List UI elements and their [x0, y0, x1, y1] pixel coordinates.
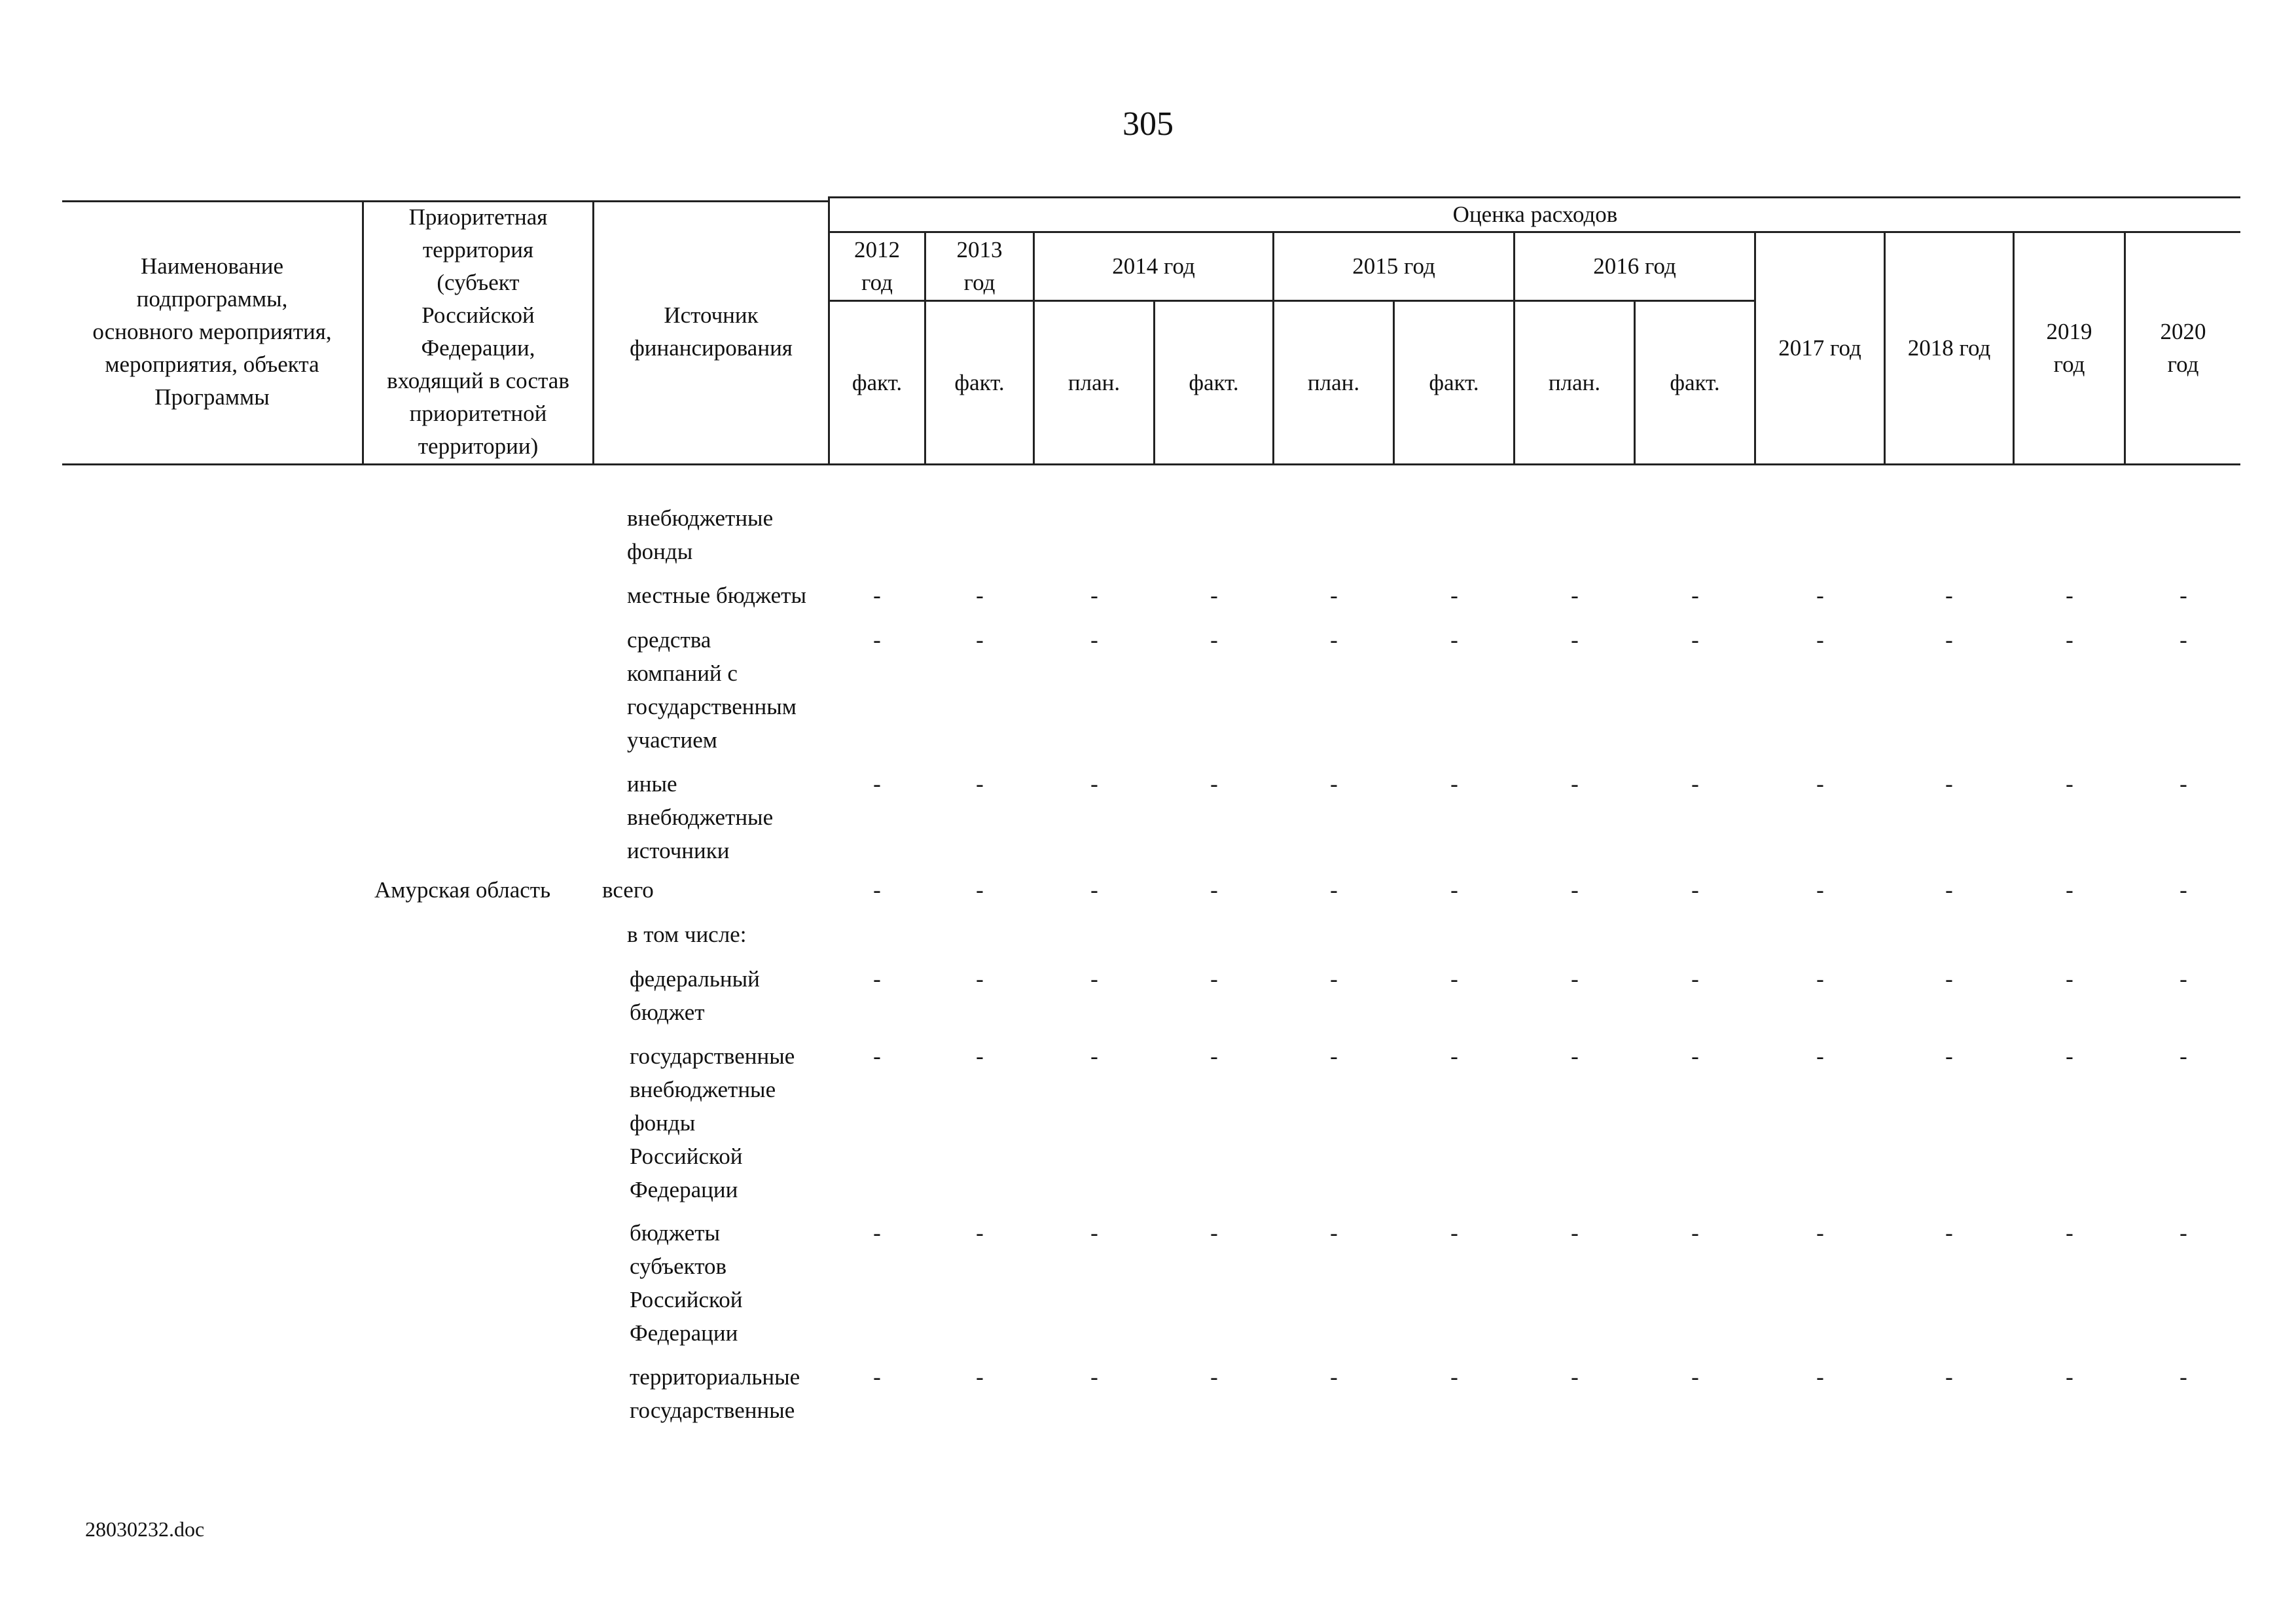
header-text-line: приоритетной: [409, 401, 547, 426]
header-text-line: 2017 год: [1778, 335, 1861, 361]
value-cell: -: [1571, 771, 1579, 797]
value-cell: -: [2179, 966, 2187, 992]
header-text-line: год: [861, 270, 893, 295]
value-cell: -: [1945, 583, 1953, 608]
header-sub-2016-fact: [1636, 302, 1754, 463]
header-text-line: год: [2053, 352, 2085, 377]
header-text-line: 2016 год: [1593, 253, 1676, 279]
value-cell: -: [1090, 1043, 1098, 1069]
header-year-2014: [1035, 233, 1272, 300]
header-year-2018: [1886, 233, 2013, 463]
value-cell: -: [1210, 966, 1218, 992]
footer-file-name: 28030232.doc: [85, 1517, 205, 1541]
header-text-line: основного мероприятия,: [92, 319, 332, 344]
header-year-2016: [1515, 233, 1754, 300]
header-text-line: план.: [1307, 369, 1360, 395]
value-cell: -: [1691, 1364, 1699, 1390]
value-cell: -: [1816, 627, 1824, 653]
value-cell: -: [1450, 1043, 1458, 1069]
value-cell: -: [1571, 966, 1579, 992]
header-sub-2016-plan: [1515, 302, 1634, 463]
value-cell: -: [2179, 1364, 2187, 1390]
source-line: внебюджетные: [630, 1077, 776, 1102]
value-cell: -: [1945, 1043, 1953, 1069]
header-text-line: территория: [422, 237, 534, 262]
header-text-line: Программы: [154, 384, 270, 410]
header-year-2015: [1274, 233, 1513, 300]
value-cell: -: [2066, 627, 2073, 653]
value-cell: -: [1571, 877, 1579, 903]
value-cell: -: [1330, 583, 1338, 608]
value-cell: -: [1816, 1220, 1824, 1246]
source-line: фонды: [627, 539, 693, 564]
value-cell: -: [2066, 966, 2073, 992]
header-expenses-title: [830, 198, 2240, 231]
value-cell: -: [1090, 1220, 1098, 1246]
value-cell: -: [1816, 771, 1824, 797]
header-text-line: Наименование: [140, 253, 284, 279]
header-text-line: факт.: [954, 369, 1005, 395]
value-cell: -: [1210, 771, 1218, 797]
header-text-line: Источник: [664, 302, 759, 328]
source-line: средства: [627, 627, 711, 653]
value-cell: -: [1210, 583, 1218, 608]
value-cell: -: [873, 1220, 881, 1246]
header-text-line: 2020: [2160, 319, 2206, 344]
source-line: государственным: [627, 694, 797, 719]
source-line: иные: [627, 771, 677, 797]
header-text-line: Российской: [422, 302, 535, 328]
value-cell: -: [1450, 627, 1458, 653]
header-text-line: Оценка расходов: [1452, 202, 1618, 227]
header-sub-2015-plan: [1274, 302, 1393, 463]
value-cell: -: [1330, 966, 1338, 992]
header-sub-2015-fact: [1395, 302, 1513, 463]
value-cell: -: [1210, 1220, 1218, 1246]
value-cell: -: [1691, 966, 1699, 992]
page-number: 305: [1122, 105, 1174, 143]
source-line: государственные: [630, 1043, 795, 1069]
value-cell: -: [1691, 877, 1699, 903]
territory-cell: Амурская область: [374, 877, 551, 903]
source-line: компаний с: [627, 660, 738, 686]
value-cell: -: [976, 627, 984, 653]
value-cell: -: [1571, 1043, 1579, 1069]
header-text-line: 2013: [956, 237, 1003, 262]
header-bottom-rule: [62, 463, 2240, 465]
value-cell: -: [976, 966, 984, 992]
value-cell: -: [1090, 877, 1098, 903]
value-cell: -: [1330, 1220, 1338, 1246]
value-cell: -: [1090, 771, 1098, 797]
source-cell: [630, 1216, 743, 1350]
source-line: бюджет: [630, 1000, 705, 1025]
value-cell: -: [873, 877, 881, 903]
value-cell: -: [1816, 966, 1824, 992]
source-line: внебюджетные: [627, 505, 774, 531]
header-sub-2013-fact: [926, 302, 1033, 463]
source-line: участием: [627, 727, 717, 753]
header-col-source: [594, 200, 828, 463]
header-text-line: год: [963, 270, 996, 295]
value-cell: -: [1210, 1043, 1218, 1069]
value-cell: -: [1330, 627, 1338, 653]
header-year-2019: [2015, 233, 2124, 463]
source-line: в том числе:: [627, 922, 747, 947]
header-text-line: факт.: [1189, 369, 1239, 395]
source-line: Федерации: [630, 1320, 738, 1346]
value-cell: -: [976, 771, 984, 797]
value-cell: -: [1450, 1220, 1458, 1246]
value-cell: -: [976, 1043, 984, 1069]
source-line: Федерации: [630, 1177, 738, 1202]
source-cell: [630, 1039, 795, 1206]
value-cell: -: [1090, 966, 1098, 992]
source-cell: [627, 579, 806, 612]
header-sub-2012-fact: [830, 302, 924, 463]
header-year-2017: [1756, 233, 1884, 463]
header-text-line: мероприятия, объекта: [105, 352, 319, 377]
value-cell: -: [1691, 771, 1699, 797]
source-line: всего: [602, 877, 654, 903]
value-cell: -: [1450, 877, 1458, 903]
value-cell: -: [1090, 583, 1098, 608]
source-line: источники: [627, 838, 730, 863]
source-line: местные бюджеты: [627, 583, 806, 608]
source-line: субъектов: [630, 1254, 727, 1279]
value-cell: -: [2179, 627, 2187, 653]
value-cell: -: [2066, 1043, 2073, 1069]
header-col-territory: [364, 200, 592, 463]
value-cell: -: [1691, 1220, 1699, 1246]
value-cell: -: [1571, 1220, 1579, 1246]
value-cell: -: [1090, 1364, 1098, 1390]
value-cell: -: [1816, 1043, 1824, 1069]
value-cell: -: [1330, 877, 1338, 903]
header-text-line: Федерации,: [421, 335, 535, 361]
value-cell: -: [1691, 583, 1699, 608]
value-cell: -: [1330, 771, 1338, 797]
header-sub-2014-plan: [1035, 302, 1153, 463]
value-cell: -: [1210, 1364, 1218, 1390]
header-text-line: 2019: [2046, 319, 2092, 344]
value-cell: -: [1571, 627, 1579, 653]
source-cell: [630, 1360, 800, 1427]
value-cell: -: [976, 1364, 984, 1390]
header-sub-2014-fact: [1155, 302, 1272, 463]
value-cell: -: [1571, 1364, 1579, 1390]
value-cell: -: [1210, 877, 1218, 903]
value-cell: -: [2066, 1364, 2073, 1390]
header-text-line: план.: [1548, 369, 1601, 395]
value-cell: -: [1945, 1364, 1953, 1390]
source-line: Российской: [630, 1144, 743, 1169]
source-cell: [602, 873, 654, 907]
value-cell: -: [1330, 1364, 1338, 1390]
value-cell: -: [1816, 877, 1824, 903]
header-col-name: [62, 200, 362, 463]
header-text-line: финансирования: [630, 335, 793, 361]
value-cell: -: [2066, 771, 2073, 797]
header-text-line: факт.: [1429, 369, 1479, 395]
value-cell: -: [1945, 966, 1953, 992]
value-cell: -: [873, 966, 881, 992]
value-cell: -: [1945, 771, 1953, 797]
header-text-line: факт.: [852, 369, 903, 395]
header-year-2020: [2126, 233, 2240, 463]
source-cell: [627, 918, 746, 951]
header-text-line: Приоритетная: [408, 204, 548, 230]
value-cell: -: [2066, 583, 2073, 608]
value-cell: -: [1330, 1043, 1338, 1069]
header-text-line: план.: [1067, 369, 1121, 395]
value-cell: -: [873, 771, 881, 797]
value-cell: -: [2179, 877, 2187, 903]
header-year-2013: [926, 233, 1033, 300]
source-line: фонды: [630, 1110, 696, 1136]
value-cell: -: [2179, 1220, 2187, 1246]
value-cell: -: [1210, 627, 1218, 653]
header-text-line: подпрограммы,: [136, 286, 288, 312]
value-cell: -: [1571, 583, 1579, 608]
value-cell: -: [1691, 627, 1699, 653]
source-cell: [627, 623, 797, 757]
value-cell: -: [1450, 771, 1458, 797]
value-cell: -: [1816, 583, 1824, 608]
value-cell: -: [1816, 1364, 1824, 1390]
header-text-line: территории): [418, 433, 539, 459]
source-line: территориальные: [630, 1364, 800, 1390]
value-cell: -: [976, 1220, 984, 1246]
source-cell: [630, 962, 760, 1029]
value-cell: -: [1945, 627, 1953, 653]
source-cell: [627, 501, 773, 568]
value-cell: -: [2066, 877, 2073, 903]
value-cell: -: [2179, 1043, 2187, 1069]
header-text-line: 2012: [854, 237, 900, 262]
value-cell: -: [1450, 583, 1458, 608]
value-cell: -: [976, 877, 984, 903]
value-cell: -: [1090, 627, 1098, 653]
header-text-line: год: [2167, 352, 2199, 377]
value-cell: -: [1450, 966, 1458, 992]
value-cell: -: [873, 583, 881, 608]
value-cell: -: [2066, 1220, 2073, 1246]
value-cell: -: [1945, 1220, 1953, 1246]
source-line: Российской: [630, 1287, 743, 1312]
value-cell: -: [976, 583, 984, 608]
value-cell: -: [1945, 877, 1953, 903]
header-text-line: 2015 год: [1352, 253, 1435, 279]
header-text-line: (субъект: [437, 270, 520, 295]
value-cell: -: [873, 1364, 881, 1390]
value-cell: -: [1691, 1043, 1699, 1069]
source-cell: [627, 767, 773, 867]
header-year-2012: [830, 233, 924, 300]
header-text-line: 2018 год: [1907, 335, 1991, 361]
value-cell: -: [1450, 1364, 1458, 1390]
value-cell: -: [873, 627, 881, 653]
value-cell: -: [2179, 771, 2187, 797]
value-cell: -: [873, 1043, 881, 1069]
source-line: внебюджетные: [627, 804, 774, 830]
source-line: федеральный: [630, 966, 760, 992]
source-line: государственные: [630, 1398, 795, 1423]
source-line: бюджеты: [630, 1220, 721, 1246]
header-text-line: факт.: [1670, 369, 1720, 395]
value-cell: -: [2179, 583, 2187, 608]
header-text-line: входящий в состав: [387, 368, 569, 393]
header-text-line: 2014 год: [1112, 253, 1195, 279]
